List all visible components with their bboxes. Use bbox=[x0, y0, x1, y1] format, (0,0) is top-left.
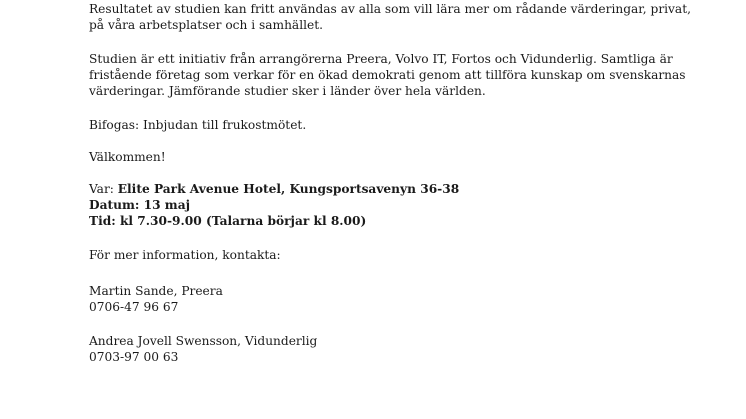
contact-phone: 0703-97 00 63 bbox=[89, 350, 179, 364]
contact-phone: 0706-47 96 67 bbox=[89, 300, 179, 314]
contact-name: Andrea Jovell Swensson, Vidunderlig bbox=[89, 334, 318, 348]
text-line: värderingar. Jämförande studier sker i länder över hela världen. bbox=[89, 84, 486, 98]
event-details bbox=[89, 181, 689, 229]
contact-1 bbox=[89, 283, 689, 315]
text-line: Studien är ett initiativ från arrangörerna Preera, Volvo IT, Fortos och Vidunderlig. Samtliga är bbox=[89, 52, 673, 66]
attachment-note bbox=[89, 117, 689, 133]
event-time: Tid: kl 7.30-9.00 (Talarna börjar kl 8.00) bbox=[89, 214, 367, 228]
event-location bbox=[89, 181, 689, 197]
text-line: fristående företag som verkar för en ökad demokrati genom att tillföra kunskap om svenskarnas bbox=[89, 68, 686, 82]
paragraph-initiative bbox=[89, 51, 689, 99]
text-line: Välkommen! bbox=[89, 150, 166, 164]
document-body bbox=[89, 0, 689, 365]
event-date: Datum: 13 maj bbox=[89, 198, 190, 212]
welcome-text bbox=[89, 149, 689, 165]
text-line: Resultatet av studien kan fritt användas av alla som vill lära mer om rådande värderingar, privat, bbox=[89, 2, 691, 16]
text-line: på våra arbetsplatser och i samhället. bbox=[89, 18, 323, 32]
location-value: Elite Park Avenue Hotel, Kungsportsavenyn 36-38 bbox=[117, 182, 460, 196]
contact-2 bbox=[89, 333, 689, 365]
contact-name: Martin Sande, Preera bbox=[89, 284, 223, 298]
paragraph-result bbox=[89, 1, 689, 33]
text-line: Bifogas: Inbjudan till frukostmötet. bbox=[89, 118, 307, 132]
more-info-text bbox=[89, 247, 689, 263]
text-line: För mer information, kontakta: bbox=[89, 248, 281, 262]
location-label: Var: bbox=[89, 182, 118, 196]
